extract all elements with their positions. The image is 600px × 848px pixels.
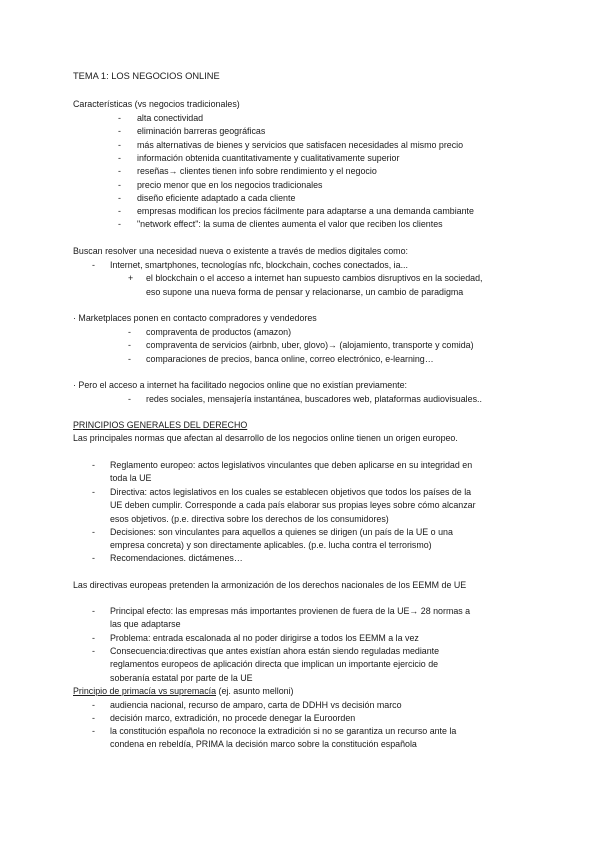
primacia-note: (ej. asunto melloni)	[218, 686, 294, 696]
dash-bullet: -	[92, 460, 95, 470]
list-item: compraventa de productos (amazon)	[146, 327, 292, 337]
dash-bullet: -	[128, 394, 131, 404]
list-item: precio menor que en los negocios tradicionales	[137, 179, 323, 190]
dash-bullet: -	[92, 527, 95, 537]
list-item-line: Recomendaciones. dictámenes…	[110, 553, 243, 563]
paragraph-directivas: Las directivas europeas pretenden la armonización de los derechos nacionales de los EEMM de UE	[73, 580, 467, 590]
list-item-line: Consecuencia:directivas que antes existían ahora están siendo reguladas mediante	[110, 646, 440, 656]
list-item-line: las que adaptarse	[110, 619, 181, 630]
list-item: alta conectividad	[137, 113, 204, 123]
list-item-line: condena en rebeldía, PRIMA la decisión marco sobre la constitución española	[110, 739, 417, 750]
list-item-line: Principal efecto: las empresas más importantes provienen de fuera de la UE→ 28 normas a	[110, 606, 471, 616]
list-item: compraventa de servicios (airbnb, uber, glovo)→ (alojamiento, transporte y comida)	[146, 340, 474, 351]
section-heading-caracteristicas: Características (vs negocios tradicionales)	[73, 99, 240, 109]
primacia-heading-line	[73, 686, 294, 697]
dash-bullet: -	[92, 646, 95, 656]
dash-bullet: -	[118, 206, 121, 217]
dash-bullet: -	[92, 606, 95, 616]
list-item: reseñas→ clientes tienen info sobre rendimiento y el negocio	[137, 166, 377, 177]
dash-bullet: -	[118, 139, 121, 150]
list-item-line: reglamentos europeos de aplicación directa que implican un importante ejercicio de	[110, 659, 439, 670]
list-item-line: audiencia nacional, recurso de amparo, carta de DDHH vs decisión marco	[110, 700, 402, 710]
paragraph-principios: Las principales normas que afectan al desarrollo de los negocios online tienen un origen europeo.	[73, 433, 458, 443]
dash-bullet: -	[92, 260, 95, 270]
dash-bullet: -	[118, 192, 121, 203]
paragraph-acceso: · Pero el acceso a internet ha facilitado negocios online que no existían previamente:	[73, 380, 408, 390]
list-item-line: Problema: entrada escalonada al no poder dirigirse a todos los EEMM a la vez	[110, 633, 419, 643]
list-item-line: Directiva: actos legislativos en los cuales se establecen objetivos que todos los países de la	[110, 487, 472, 497]
plus-bullet: +	[128, 273, 134, 283]
list-item: eliminación barreras geográficas	[137, 126, 266, 137]
dash-bullet: -	[92, 633, 95, 643]
dash-bullet: -	[92, 700, 95, 710]
dash-bullet: -	[118, 113, 121, 123]
list-item-line: toda la UE	[110, 473, 152, 484]
list-item-line: la constitución española no reconoce la extradición si no se garantiza un recurso ante la	[110, 726, 457, 736]
section-heading-primacia: Principio de primacía vs supremacía	[73, 686, 217, 696]
sub-item-line-1: el blockchain o el acceso a internet han supuesto cambios disruptivos en la sociedad,	[146, 273, 483, 283]
sub-item-line-2: eso supone una nueva forma de pensar y relacionarse, un cambio de paradigma	[146, 287, 464, 297]
document-title: TEMA 1: LOS NEGOCIOS ONLINE	[73, 71, 220, 81]
list-item-line: esos objetivos. (p.e. directiva sobre los derechos de los consumidores)	[110, 513, 389, 524]
list-item: información obtenida cuantitativamente y cualitativamente superior	[137, 152, 400, 163]
list-item: "network effect": la suma de clientes aumenta el valor que reciben los clientes	[137, 219, 443, 230]
dash-bullet: -	[128, 327, 131, 337]
list-item: Internet, smartphones, tecnologías nfc, blockchain, coches conectados, ia...	[110, 260, 408, 270]
list-item: empresas modifican los precios fácilmente para adaptarse a una demanda cambiante	[137, 206, 474, 217]
dash-bullet: -	[128, 340, 131, 351]
dash-bullet: -	[118, 166, 121, 177]
dash-bullet: -	[92, 726, 95, 736]
list-item: redes sociales, mensajería instantánea, buscadores web, plataformas audiovisuales..	[146, 394, 482, 404]
list-item-line: UE deben cumplir. Corresponde a cada país elaborar sus propias leyes sobre cómo alcanzar	[110, 500, 476, 511]
dash-bullet: -	[118, 179, 121, 190]
list-item: comparaciones de precios, banca online, correo electrónico, e-learning…	[146, 353, 434, 364]
dash-bullet: -	[128, 353, 131, 364]
dash-bullet: -	[118, 219, 121, 230]
dash-bullet: -	[118, 126, 121, 137]
list-item-line: soberanía estatal por parte de la UE	[110, 672, 253, 683]
list-item-line: empresa concreta) y son directamente aplicables. (p.e. lucha contra el terrorismo)	[110, 540, 432, 551]
dash-bullet: -	[92, 553, 95, 563]
list-item-line: decisión marco, extradición, no procede denegar la Euroorden	[110, 713, 356, 723]
section-heading-principios: PRINCIPIOS GENERALES DEL DERECHO	[73, 420, 248, 430]
list-item: diseño eficiente adaptado a cada cliente	[137, 192, 296, 203]
paragraph-buscan: Buscan resolver una necesidad nueva o existente a través de medios digitales como:	[73, 246, 408, 256]
list-item-line: Decisiones: son vinculantes para aquellos a quienes se dirigen (un país de la UE o una	[110, 527, 453, 537]
dash-bullet: -	[92, 487, 95, 497]
dash-bullet: -	[92, 713, 95, 723]
list-item: más alternativas de bienes y servicios que satisfacen necesidades al mismo precio	[137, 139, 464, 150]
paragraph-marketplaces: · Marketplaces ponen en contacto compradores y vendedores	[73, 313, 317, 323]
dash-bullet: -	[118, 152, 121, 163]
list-item-line: Reglamento europeo: actos legislativos vinculantes que deben aplicarse en su integridad en	[110, 460, 473, 470]
